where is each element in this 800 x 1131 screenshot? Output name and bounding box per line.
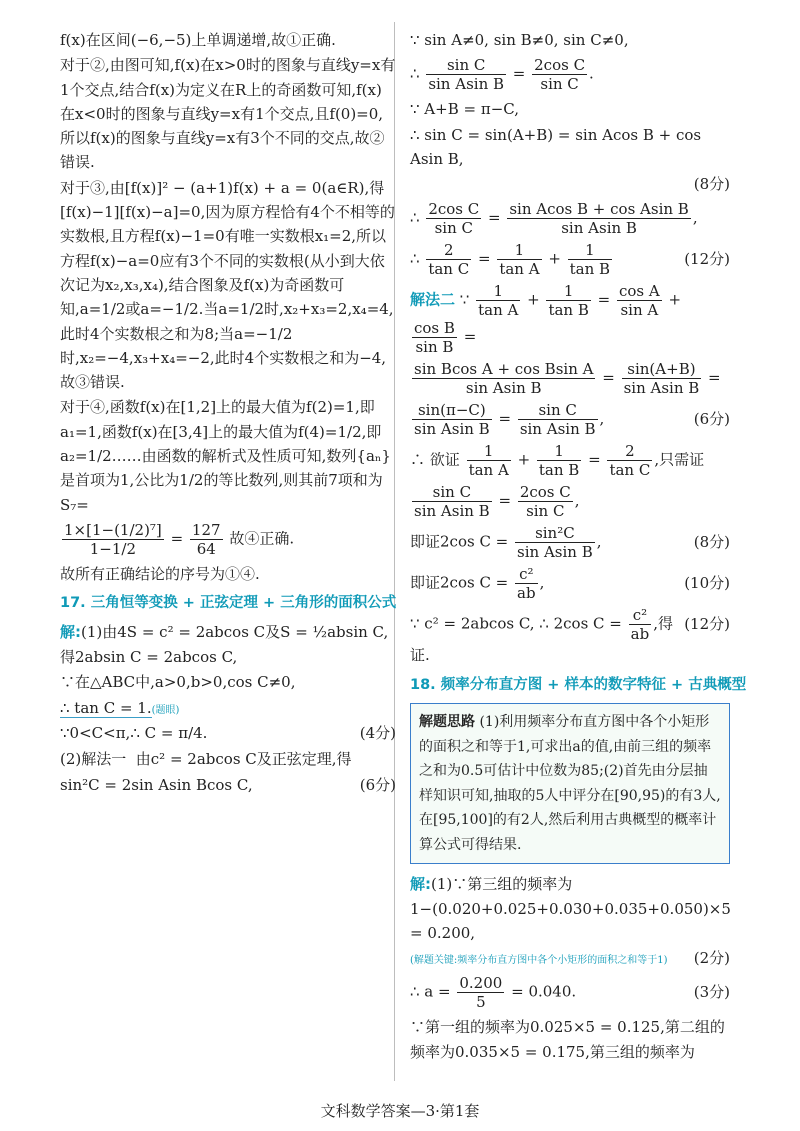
- text-line: ∴ tan C = 1.(题眼): [60, 698, 180, 717]
- fraction: $\frac{\text{1×[1−(1/2)⁷]}}{1-1/2}$: [64, 520, 162, 558]
- equation-with-score: ∵ c² = 2abcos C, ∴ 2cos C = $\frac{\text{c²}}{ab}$ ,得证. (12分): [410, 606, 730, 665]
- text-line: f(x)在区间(−6,−5)上单调递增,故①正确.: [60, 31, 336, 49]
- equation-with-score: ∴ a = $\frac{0.200}{5}$ = 0.040. (3分): [410, 974, 730, 1012]
- line-with-score: ∵0<C<π,∴ C = π/4. (4分): [60, 723, 396, 742]
- text-line: 得2absin C = 2abcos C,: [60, 648, 238, 667]
- equation-with-score: $\frac{\sin(\pi-C)}{\text{sin Asin B}}$ = $\frac{\text{sin C}}{\text{sin Asin B}}$ , (6分): [414, 401, 730, 439]
- equation: $\frac{\text{sin Bcos A + cos Bsin A}}{\text{sin Asin B}}$ = $\frac{\sin(A+B)}{\text{sin Asin B}}$ =: [414, 360, 721, 398]
- hint-title: 解题思路: [419, 714, 475, 731]
- s7-formula: $\frac{\text{1×[1−(1/2)⁷]}}{1-1/2}$ = $\frac{127}{64}$ 故④正确.: [64, 520, 295, 558]
- text-line: 解:(1)∵第三组的频率为1−(0.020+0.025+0.030+0.035+0.050)×5 = 0.200,: [410, 875, 736, 942]
- equation: $\frac{\text{sin C}}{\text{sin Asin B}}$ = $\frac{\text{2cos C}}{\text{sin C}}$ ,: [414, 483, 580, 521]
- equation-with-score: 即证2cos C = $\frac{\text{sin²C}}{\text{sin Asin B}}$ , (8分): [410, 524, 730, 562]
- fraction: $\frac{127}{64}$: [191, 520, 221, 558]
- hint-text: (1)利用频率分布直方图中各个小矩形的面积之和等于1,可求出a的值,由前三组的频率之和为0.5可估计中位数为85;(2)首先由分层抽样知识可知,抽取的5人中评分在[90,95)的有3人,在[95,100]的有2人,然后利用古典概型的概率计算公式可得结果.: [419, 714, 721, 853]
- question-18-title: 18. 频率分布直方图 + 样本的数字特征 + 古典概型: [410, 676, 747, 693]
- text-line: ∴ sin C = sin(A+B) = sin Acos B + cos Asin B,: [410, 125, 706, 168]
- text-paragraph: 对于③,由[f(x)]² − (a+1)f(x) + a = 0(a∈R),得[f(x)−1][f(x)−a]=0,因为原方程恰有4个不相等的实数根,且方程f(x)−1=0有唯一实数根x₁=2,所以方程f(x)−a=0应有3个不同的实数根(从小到大依次记为x₂,x₃,x₄),结合图象及f(x)为奇函数可知,a=1/2或a=−1/2.当a=1/2时,x₂+x₃=2,x₄=4,此时4个实数根之和为8;当a=−1/2时,x₂=−4,x₃+x₄=−2,此时4个实数根之和为−4,故③错误.: [60, 178, 395, 392]
- line-with-score: sin²C = 2sin Asin Bcos C, (6分): [60, 775, 396, 794]
- text-line: (2)解法一 由c² = 2abcos C及正弦定理,得: [60, 750, 352, 769]
- equation: 解法二 ∵ $\frac{1}{\text{tan A}}$ + $\frac{1}{\text{tan B}}$ = $\frac{\text{cos A}}{\text{sin A}}$ + $\frac{\text{cos B}}{\text{sin B}}$ =: [410, 282, 682, 357]
- equation: ∴ 欲证 $\frac{1}{\text{tan A}}$ + $\frac{1}{\text{tan B}}$ = $\frac{2}{\text{tan C}}$ ,只需证: [410, 442, 705, 480]
- text-line: 故所有正确结论的序号为①④.: [60, 564, 260, 583]
- question-17-title: 17. 三角恒等变换 + 正弦定理 + 三角形的面积公式: [60, 595, 397, 612]
- equation: ∴ $\frac{\text{2cos C}}{\text{sin C}}$ = $\frac{\text{sin Acos B + cos Asin B}}{\text{sin Asin B}}$ ,: [410, 200, 698, 238]
- note-with-score: (解题关键:频率分布直方图中各个小矩形的面积之和等于1) (2分): [410, 949, 730, 968]
- text-line: ∵ A+B = π−C,: [410, 100, 519, 119]
- right-column: [410, 28, 747, 1065]
- text-paragraph: ∵第一组的频率为0.025×5 = 0.125,第二组的频率为0.035×5 = 0.175,第三组的频率为: [410, 1018, 725, 1061]
- score-line: (8分): [693, 175, 730, 194]
- text-line: ∵在△ABC中,a>0,b>0,cos C≠0,: [60, 673, 296, 692]
- text-paragraph: 对于④,函数f(x)在[1,2]上的最大值为f(2)=1,即a₁=1,函数f(x)在[3,4]上的最大值为f(4)=1/2,即a₂=1/2……由函数的解析式及性质可知,数列{aₙ}是首项为1,公比为1/2的等比数列,则其前7项和为S₇=: [60, 398, 391, 514]
- left-column: [60, 28, 396, 799]
- text-paragraph: 对于②,由图可知,f(x)在x>0时的图象与直线y=x有1个交点,结合f(x)为定义在R上的奇函数可知,f(x)在x<0时的图象与直线y=x有1个交点,且f(0)=0,所以f(x)的图象与直线y=x有3个不同的交点,故②错误.: [60, 56, 396, 172]
- page-footer: 文科数学答案—3·第1套: [320, 1102, 480, 1120]
- equation: ∴ $\frac{\text{sin C}}{\text{sin Asin B}}$ = $\frac{\text{2cos C}}{\text{sin C}}$ .: [410, 56, 594, 94]
- text-line: 解:(1)由4S = c² = 2abcos C及S = ½absin C,: [60, 622, 389, 641]
- equation-with-score: ∴ $\frac{2}{\text{tan C}}$ = $\frac{1}{\text{tan A}}$ + $\frac{1}{\text{tan B}}$ (12分): [410, 241, 730, 279]
- solution-hint-box: [410, 703, 730, 864]
- text-line: ∵ sin A≠0, sin B≠0, sin C≠0,: [410, 31, 629, 49]
- equation-with-score: 即证2cos C = $\frac{\text{c²}}{ab}$ , (10分): [410, 565, 730, 603]
